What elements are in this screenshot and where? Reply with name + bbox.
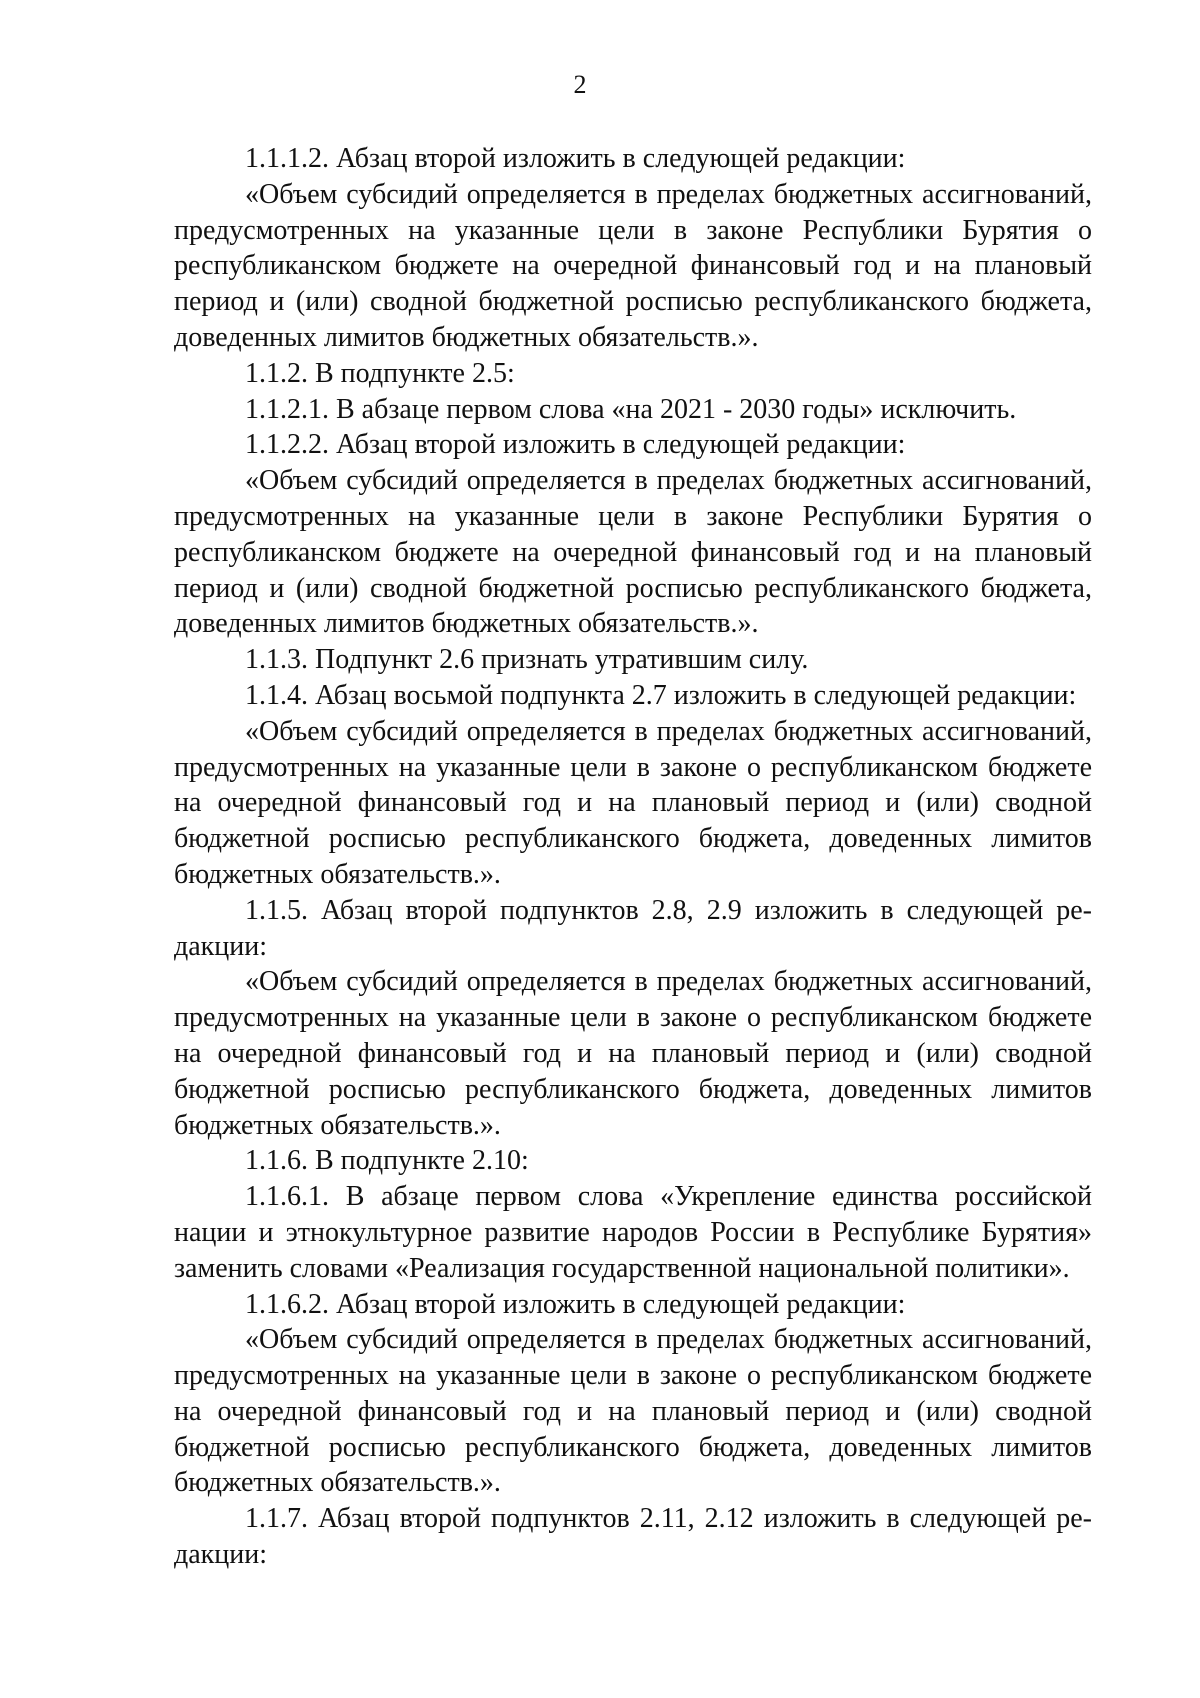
paragraph-1-1-4: 1.1.4. Абзац восьмой подпункта 2.7 изложить в следующей редакции:	[245, 679, 1077, 711]
paragraph-1-1-3: 1.1.3. Подпункт 2.6 признать утратившим силу.	[245, 644, 809, 676]
paragraph-1-1-2-1: 1.1.2.1. В абзаце первом слова «на 2021 - 2030 годы» исключить.	[245, 393, 1017, 425]
page-number: 2	[573, 70, 587, 99]
quoted-paragraph: «Объем субсидий определяется в пределах бюджетных ассигнований, предусмотренных на указанные цели в законе о республиканском бюджете на очередной финансовый год и на плановый период и (или) сводной бюджетной росписью республиканского бюджета, доведенных лимитов бюджетных обязательств.».	[174, 715, 1092, 890]
paragraph-1-1-2: 1.1.2. В подпункте 2.5:	[245, 357, 515, 389]
quoted-paragraph: «Объем субсидий определяется в пределах бюджетных ассигнований, предусмотренных на указанные цели в законе Республики Бурятия о республиканском бюджете на очередной финансовый год и на плановый период и (или) сводной бюджетной росписью республиканского бюджета, доведенных лимитов бюджетных обязательств.».	[174, 465, 1092, 640]
document-body	[174, 141, 1092, 1573]
paragraph-1-1-1-2: 1.1.1.2. Абзац второй изложить в следующей редакции:	[245, 143, 906, 174]
paragraph-1-1-6-2: 1.1.6.2. Абзац второй изложить в следующей редакции:	[245, 1288, 906, 1320]
paragraph-1-1-7: 1.1.7. Абзац второй подпунктов 2.11, 2.12 изложить в следующей редакции:	[174, 1503, 1092, 1571]
paragraph-1-1-5: 1.1.5. Абзац второй подпунктов 2.8, 2.9 изложить в следующей редакции:	[174, 894, 1092, 962]
paragraph-1-1-6: 1.1.6. В подпункте 2.10:	[245, 1145, 529, 1177]
quoted-paragraph: «Объем субсидий определяется в пределах бюджетных ассигнований, предусмотренных на указанные цели в законе Республики Бурятия о республиканском бюджете на очередной финансовый год и на плановый период и (или) сводной бюджетной росписью республиканского бюджета, доведенных лимитов бюджетных обязательств.».	[174, 178, 1092, 353]
paragraph-1-1-2-2: 1.1.2.2. Абзац второй изложить в следующей редакции:	[245, 429, 906, 461]
paragraph-1-1-6-1: 1.1.6.1. В абзаце первом слова «Укрепление единства российской нации и этнокультурное развитие народов России в Республике Бурятия» заменить словами «Реализация государственной национальной политики».	[174, 1181, 1092, 1284]
quoted-paragraph: «Объем субсидий определяется в пределах бюджетных ассигнований, предусмотренных на указанные цели в законе о республиканском бюджете на очередной финансовый год и на плановый период и (или) сводной бюджетной росписью республиканского бюджета, доведенных лимитов бюджетных обязательств.».	[174, 1324, 1092, 1499]
quoted-paragraph: «Объем субсидий определяется в пределах бюджетных ассигнований, предусмотренных на указанные цели в законе о республиканском бюджете на очередной финансовый год и на плановый период и (или) сводной бюджетной росписью республиканского бюджета, доведенных лимитов бюджетных обязательств.».	[174, 966, 1092, 1141]
